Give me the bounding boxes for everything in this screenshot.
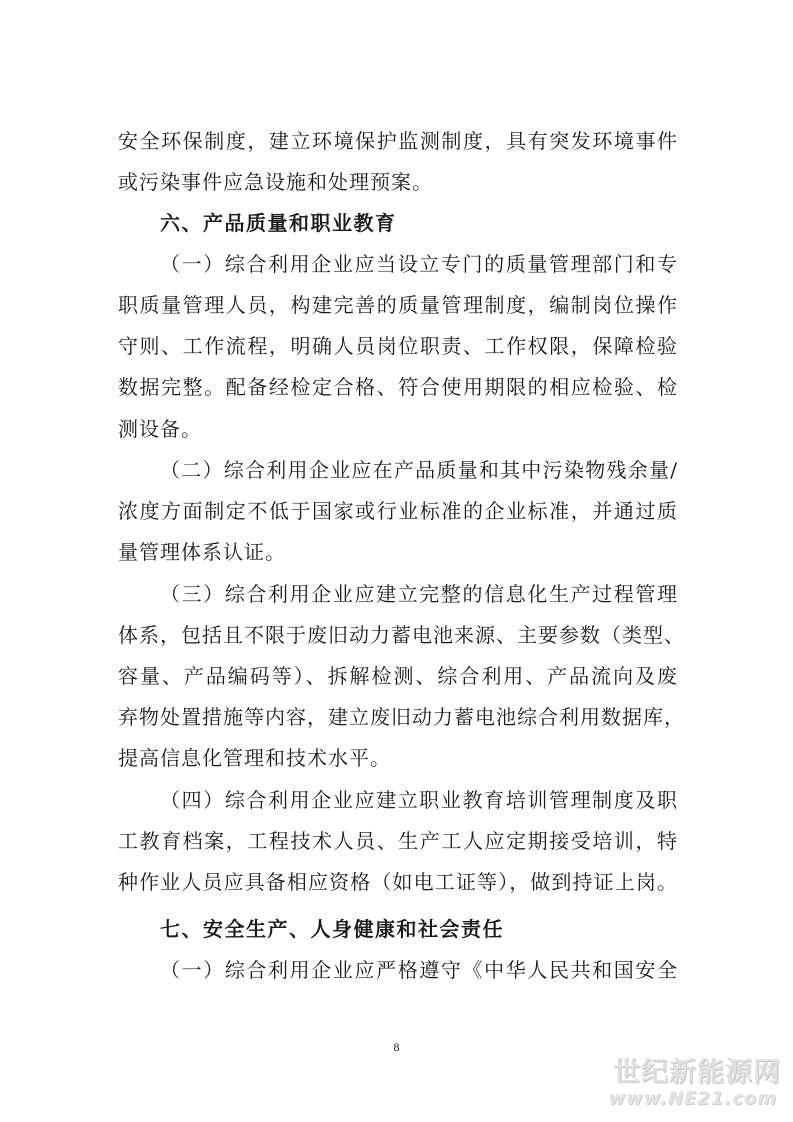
watermark-site-url: www.NE21.com [608,1088,777,1109]
text-line: （一）综合利用企业应当设立专门的质量管理部门和专 [160,252,678,276]
text-line: （一）综合利用企业应严格遵守《中华人民共和国安全 [160,958,678,982]
text-line: 或污染事件应急设施和处理预案。 [118,170,433,194]
text-line: 工教育档案，工程技术人员、生产工人应定期接受培训，特 [118,829,678,853]
text-line: 浓度方面制定不低于国家或行业标准的企业标准，并通过质 [118,499,678,523]
text-line: 体系，包括且不限于废旧动力蓄电池来源、主要参数（类型、 [118,623,685,647]
text-line: 容量、产品编码等）、拆解检测、综合利用、产品流向及废 [118,664,678,688]
text-line: （四）综合利用企业应建立职业教育培训管理制度及职 [160,788,678,812]
text-line: 量管理体系认证。 [118,540,286,564]
section-heading: 七、安全生产、人身健康和社会责任 [160,917,504,941]
text-line: 测设备。 [118,417,202,441]
text-line: 提高信息化管理和技术水平。 [118,746,391,770]
text-line: 守则、工作流程，明确人员岗位职责、工作权限，保障检验 [118,334,678,358]
text-line: （二）综合利用企业应在产品质量和其中污染物残余量/ [160,458,678,482]
text-line: 种作业人员应具备相应资格（如电工证等），做到持证上岗。 [118,870,678,894]
text-line: 弃物处置措施等内容，建立废旧动力蓄电池综合利用数据库， [118,705,685,729]
text-line: 数据完整。配备经检定合格、符合使用期限的相应检验、检 [118,375,678,399]
site-watermark [608,1050,781,1114]
text-line: 安全环保制度，建立环境保护监测制度，具有突发环境事件 [118,129,678,153]
page-number: 8 [393,1040,400,1054]
section-heading: 六、产品质量和职业教育 [160,211,397,235]
text-line: 职质量管理人员，构建完善的质量管理制度，编制岗位操作 [118,293,678,317]
watermark-site-name: 世纪新能源网 [613,1057,781,1088]
text-line: （三）综合利用企业应建立完整的信息化生产过程管理 [160,582,678,606]
